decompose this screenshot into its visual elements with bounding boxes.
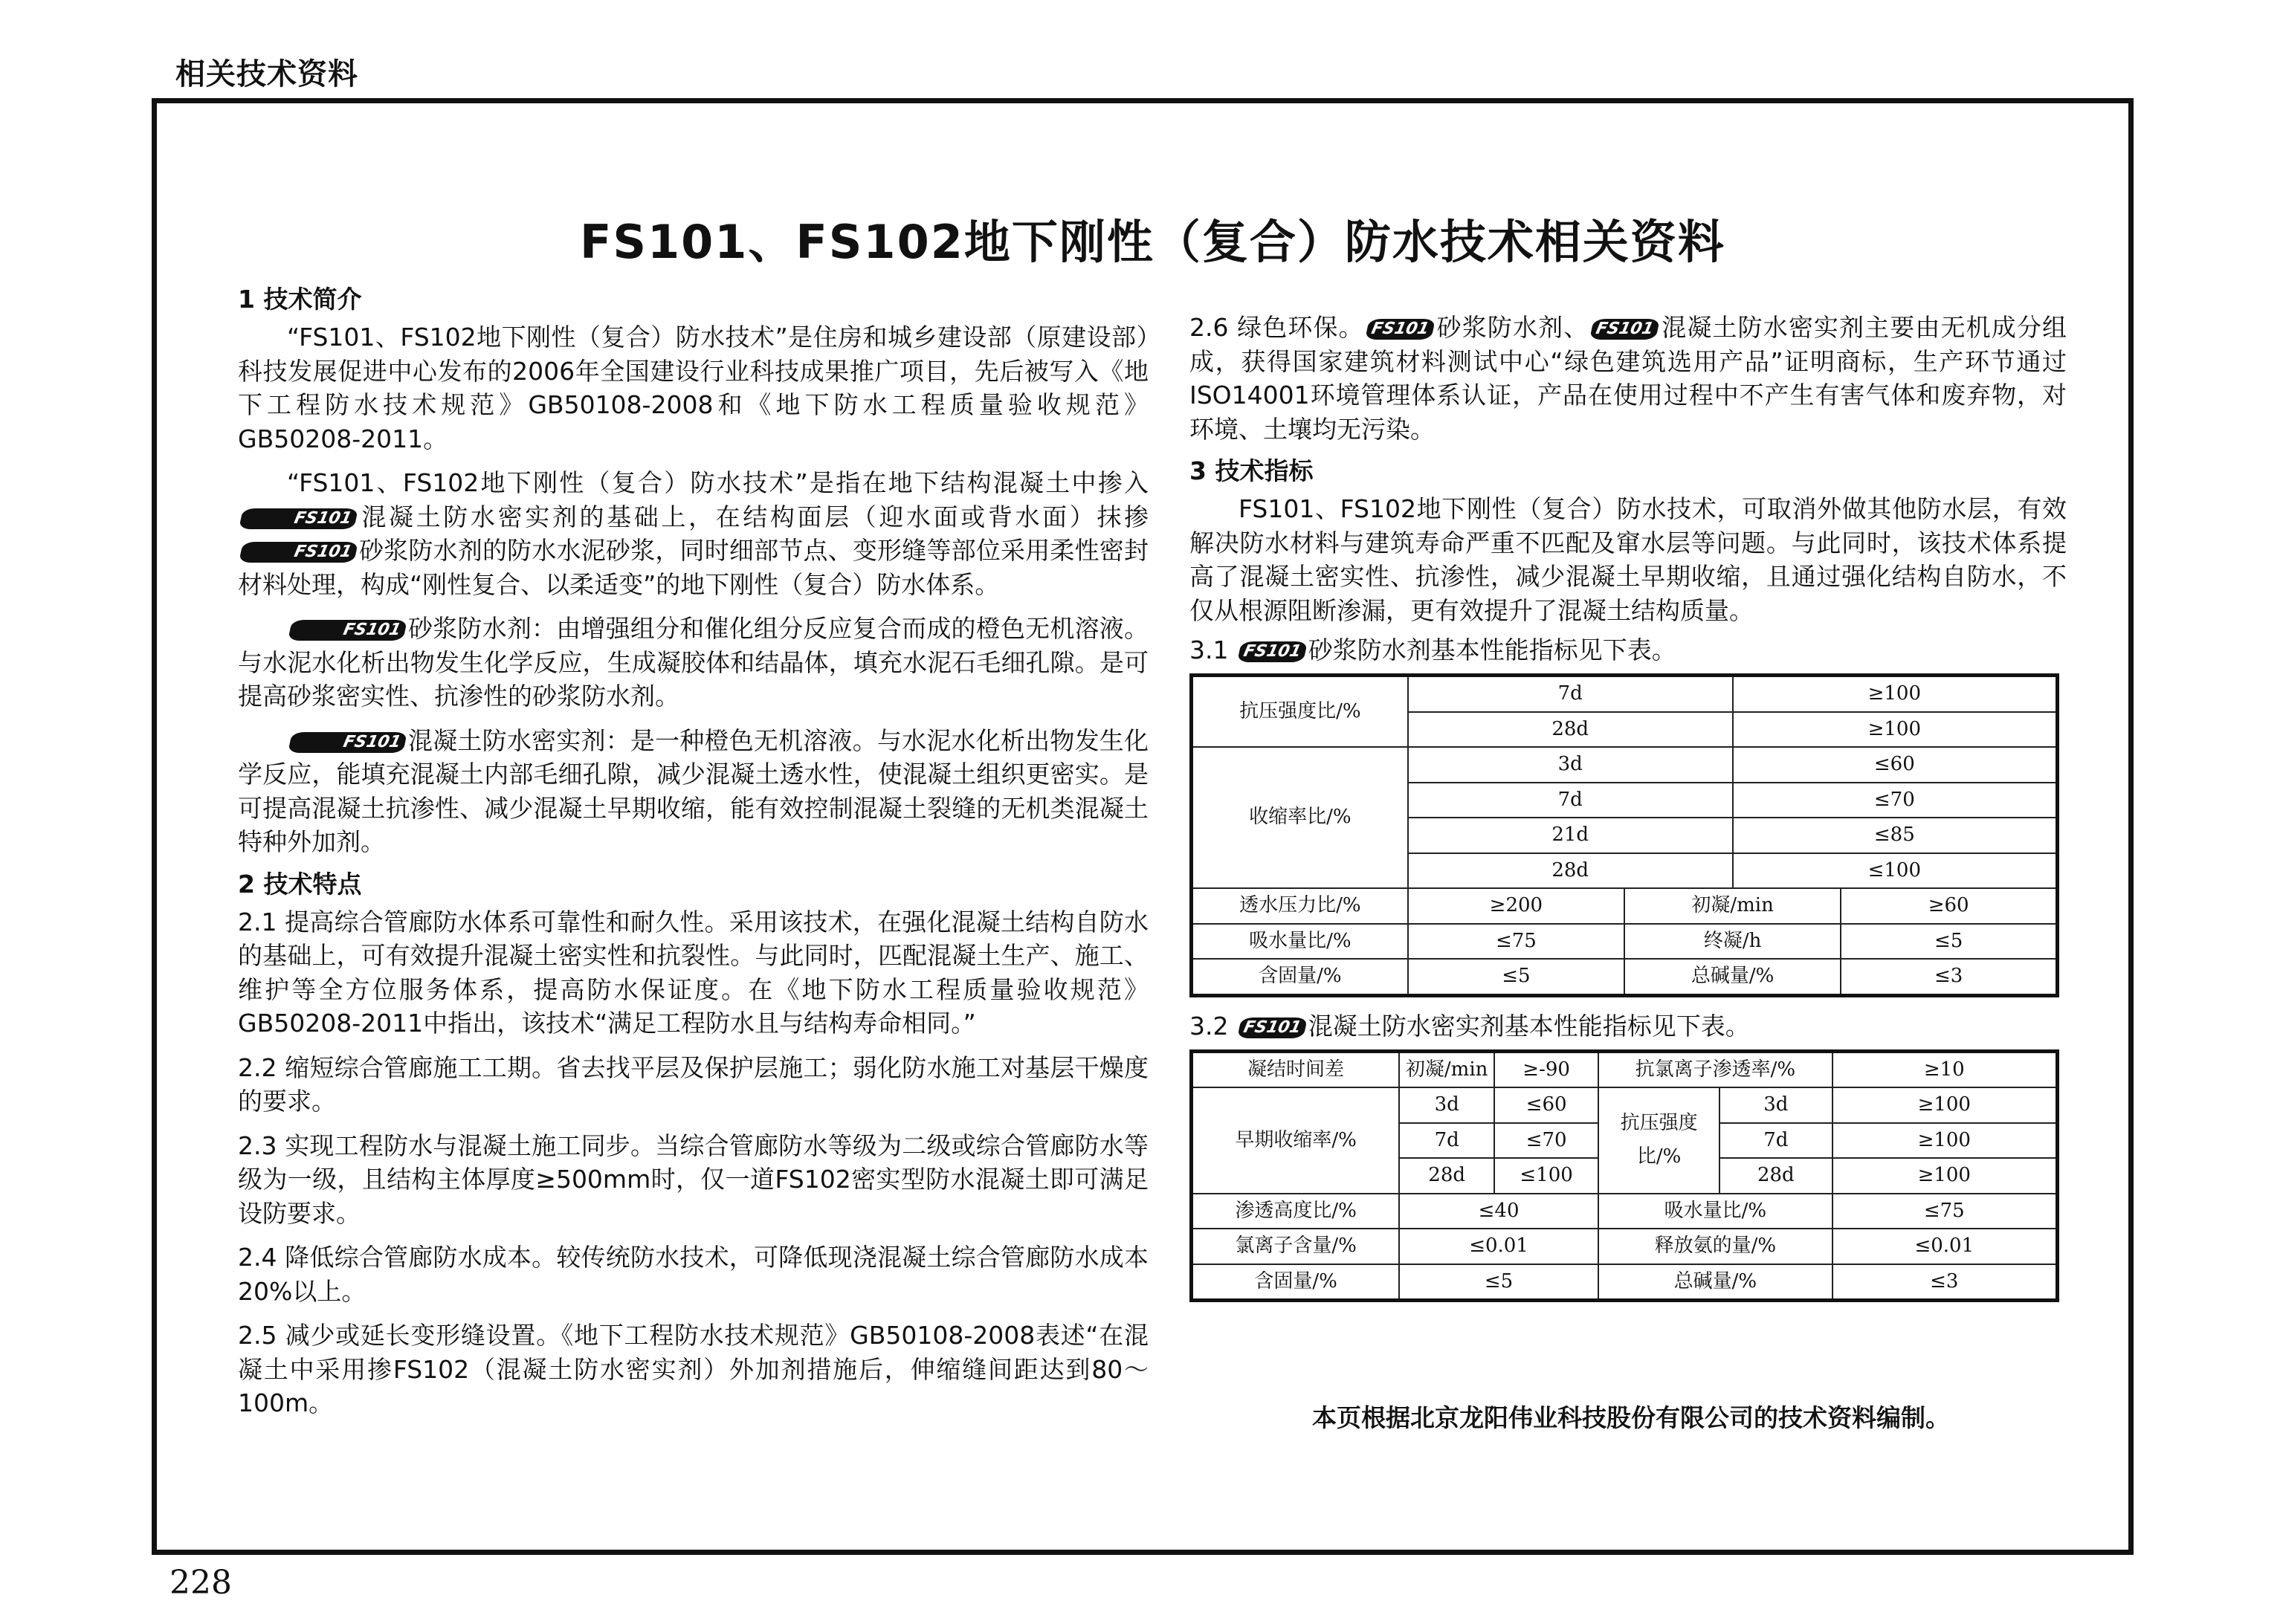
table-cell: 总碱量/%	[1598, 1264, 1832, 1301]
table-cell: 氯离子含量/%	[1192, 1229, 1400, 1264]
section-2-5: 2.5 减少或延长变形缝设置。《地下工程防水技术规范》GB50108-2008表述“在混凝土中采用掺FS102（混凝土防水密实剂）外加剂措施后，伸缩缝间距达到80～100m。	[238, 1321, 1149, 1417]
p2-part-c: 砂浆防水剂的防水水泥砂浆，同时细部节点、变形缝等部位采用柔性密封材料处理，构成“刚性复合、以柔适变”的地下刚性（复合）防水体系。	[238, 536, 1149, 599]
table-cell: ≤100	[1733, 853, 2058, 889]
table-cell: 凝结时间差	[1192, 1051, 1400, 1087]
table-2-caption	[1189, 1008, 2067, 1045]
table-cell: 初凝/min	[1399, 1051, 1494, 1087]
mortar-agent-spec-table	[1189, 673, 2059, 997]
table-cell: 28d	[1408, 853, 1733, 889]
table-cell: ≥100	[1832, 1123, 2058, 1159]
table-cell: 抗压强度比/%	[1192, 676, 1408, 748]
table-cell: 7d	[1408, 783, 1733, 818]
table-cell: ≤0.01	[1399, 1229, 1598, 1264]
table-cell: 初凝/min	[1624, 888, 1841, 924]
source-footnote: 本页根据北京龙阳伟业科技股份有限公司的技术资料编制。	[1312, 1403, 1950, 1432]
table-cell: ≤70	[1733, 783, 2058, 818]
caption-number: 3.1	[1189, 635, 1229, 664]
table-cell: ≤75	[1832, 1194, 2058, 1229]
brand-logo-icon: FS101	[288, 620, 407, 641]
table-cell: ≥100	[1832, 1158, 2058, 1194]
table-cell: ≤5	[1841, 924, 2057, 960]
table-cell: 吸水量比/%	[1192, 924, 1408, 960]
table-cell: ≥100	[1733, 676, 2058, 712]
caption-number: 3.2	[1189, 1011, 1229, 1041]
table-cell: ≤75	[1408, 924, 1624, 960]
table-cell: ≤60	[1733, 747, 2058, 783]
brand-logo-icon: FS101	[288, 732, 407, 753]
table-cell: ≥10	[1832, 1051, 2058, 1087]
table-row	[1192, 1194, 2058, 1229]
section-1-heading: 1 技术简介	[238, 285, 362, 314]
table-cell: ≥60	[1841, 888, 2057, 924]
table-cell: ≤5	[1408, 959, 1624, 995]
brand-logo-icon: FS101	[1365, 319, 1436, 340]
table-cell: ≥200	[1408, 888, 1624, 924]
table-cell: 28d	[1719, 1158, 1832, 1194]
table-row	[1192, 676, 2058, 712]
concrete-agent-spec-table	[1189, 1049, 2059, 1303]
table-cell: ≤5	[1399, 1264, 1598, 1301]
table-cell: 28d	[1408, 712, 1733, 748]
table-cell: 含固量/%	[1192, 959, 1408, 995]
table-cell: 收缩率比/%	[1192, 747, 1408, 888]
table-cell: 7d	[1719, 1123, 1832, 1159]
table-cell: ≥100	[1733, 712, 2058, 748]
table-cell: 28d	[1399, 1158, 1494, 1194]
brand-logo-icon: FS101	[1237, 1018, 1308, 1038]
table-cell: ≤3	[1832, 1264, 2058, 1301]
table-cell: ≤85	[1733, 818, 2058, 853]
table-cell: 吸水量比/%	[1598, 1194, 1832, 1229]
table-row	[1192, 1087, 2058, 1123]
caption-text: 砂浆防水剂基本性能指标见下表。	[1308, 635, 1676, 664]
brand-logo-icon: FS101	[1589, 319, 1660, 340]
p3-text: 砂浆防水剂：由增强组分和催化组分反应复合而成的橙色无机溶液。与水泥水化析出物发生化学反应，生成凝胶体和结晶体，填充水泥石毛细孔隙。是可提高砂浆密实性、抗渗性的砂浆防水剂。	[238, 614, 1149, 711]
table-cell: 抗氯离子渗透率/%	[1598, 1051, 1832, 1087]
table-cell: 21d	[1408, 818, 1733, 853]
right-column	[1189, 311, 2067, 1302]
section-3-paragraph: FS101、FS102地下刚性（复合）防水技术，可取消外做其他防水层，有效解决防水材料与建筑寿命严重不匹配及窜水层等问题。与此同时，该技术体系提高了混凝土密实性、抗渗性，减少混凝土早期收缩，且通过强化结构自防水，不仅从根源阻断渗漏，更有效提升了混凝土结构质量。	[1189, 494, 2067, 625]
table-cell: 7d	[1408, 676, 1733, 712]
page-number: 228	[169, 1564, 232, 1602]
table-cell: ≥100	[1832, 1087, 2058, 1123]
section-2-heading: 2 技术特点	[238, 869, 362, 899]
section-1-paragraph-1: “FS101、FS102地下刚性（复合）防水技术”是住房和城乡建设部（原建设部）科技发展促进中心发布的2006年全国建设行业科技成果推广项目，先后被写入《地下工程防水技术规范》GB50108-2008和《地下防水工程质量验收规范》GB50208-2011。	[238, 323, 1149, 453]
caption-text: 混凝土防水密实剂基本性能指标见下表。	[1308, 1011, 1750, 1041]
p4-text: 混凝土防水密实剂：是一种橙色无机溶液。与水泥水化析出物发生化学反应，能填充混凝土内部毛细孔隙，减少混凝土透水性，使混凝土组织更密实。是可提高混凝土抗渗性、减少混凝土早期收缩，能有效控制混凝土裂缝的无机类混凝土特种外加剂。	[238, 725, 1149, 856]
table-cell: 7d	[1399, 1123, 1494, 1159]
brand-logo-icon: FS101	[239, 508, 358, 529]
table-cell: 抗压强度比/%	[1598, 1087, 1719, 1194]
table-cell: ≤0.01	[1832, 1229, 2058, 1264]
table-row	[1192, 1229, 2058, 1264]
section-2-1: 2.1 提高综合管廊防水体系可靠性和耐久性。采用该技术，在强化混凝土结构自防水的基础上，可有效提升混凝土密实性和抗裂性。与此同时，匹配混凝土生产、施工、维护等全方位服务体系，提高防水保证度。在《地下防水工程质量验收规范》GB50208-2011中指出，该技术“满足工程防水且与结构寿命相同。”	[238, 907, 1149, 1038]
table-row	[1192, 959, 2058, 995]
table-cell: 释放氨的量/%	[1598, 1229, 1832, 1264]
table-cell: 3d	[1399, 1087, 1494, 1123]
table-cell: ≤40	[1399, 1194, 1598, 1229]
table-1-caption	[1189, 632, 2067, 669]
p6-part-c: 混凝土防水密实剂主要由无机成分组成，获得国家建筑材料测试中心“绿色建筑选用产品”证明商标，生产环节通过ISO14001环境管理体系认证，产品在使用过程中不产生有害气体和废弃物，对环境、土壤均无污染。	[1189, 313, 2067, 444]
table-cell: ≤3	[1841, 959, 2057, 995]
section-2-4: 2.4 降低综合管廊防水成本。较传统防水技术，可降低现浇混凝土综合管廊防水成本20%以上。	[238, 1243, 1149, 1306]
section-1-paragraph-4	[238, 724, 1149, 859]
table-cell: 含固量/%	[1192, 1264, 1400, 1301]
table-cell: 3d	[1408, 747, 1733, 783]
table-row	[1192, 747, 2058, 783]
table-row	[1192, 924, 2058, 960]
p6-part-a: 2.6 绿色环保。	[1189, 313, 1364, 342]
p2-part-a: “FS101、FS102地下刚性（复合）防水技术”是指在地下结构混凝土中掺入	[287, 468, 1149, 497]
table-cell: 3d	[1719, 1087, 1832, 1123]
table-cell: 渗透高度比/%	[1192, 1194, 1400, 1229]
table-row	[1192, 1264, 2058, 1301]
table-row	[1192, 1051, 2058, 1087]
section-2-6	[1189, 311, 2067, 446]
document-title: FS101、FS102地下刚性（复合）防水技术相关资料	[580, 215, 1725, 269]
section-1-paragraph-3	[238, 612, 1149, 714]
brand-logo-icon: FS101	[239, 542, 358, 563]
table-cell: ≤70	[1494, 1123, 1598, 1159]
section-2-2: 2.2 缩短综合管廊施工工期。省去找平层及保护层施工；弱化防水施工对基层干燥度的要求。	[238, 1052, 1149, 1116]
section-2-3: 2.3 实现工程防水与混凝土施工同步。当综合管廊防水等级为二级或综合管廊防水等级为一级，且结构主体厚度≥500mm时，仅一道FS102密实型防水混凝土即可满足设防要求。	[238, 1130, 1149, 1228]
table-cell: ≥-90	[1494, 1051, 1598, 1087]
table-cell: 总碱量/%	[1624, 959, 1841, 995]
section-header-label: 相关技术资料	[175, 57, 358, 91]
brand-logo-icon: FS101	[1237, 641, 1308, 662]
table-cell: ≤100	[1494, 1158, 1598, 1194]
table-row	[1192, 888, 2058, 924]
table-cell: 终凝/h	[1624, 924, 1841, 960]
p2-part-b: 混凝土防水密实剂的基础上，在结构面层（迎水面或背水面）抹掺	[358, 502, 1149, 531]
table-cell: 透水压力比/%	[1192, 888, 1408, 924]
section-3-heading: 3 技术指标	[1189, 456, 1314, 485]
table-cell: ≤60	[1494, 1087, 1598, 1123]
table-cell: 早期收缩率/%	[1192, 1087, 1400, 1194]
p6-part-b: 砂浆防水剂、	[1436, 313, 1589, 342]
left-column	[238, 279, 1149, 1431]
section-1-paragraph-2	[238, 466, 1149, 601]
